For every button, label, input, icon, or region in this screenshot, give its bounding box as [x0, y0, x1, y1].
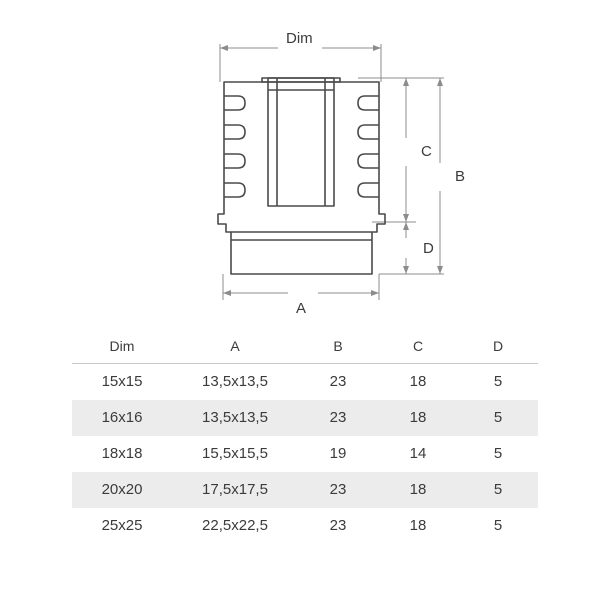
label-a-bottom: A	[296, 300, 307, 317]
column-header-dim: Dim	[72, 330, 172, 364]
cell-a: 17,5x17,5	[172, 472, 298, 508]
table-header-row	[72, 330, 538, 364]
table-row	[72, 508, 538, 544]
cell-b: 19	[329, 445, 347, 462]
cell-dim: 25x25	[101, 517, 143, 534]
cell-d: 5	[458, 472, 538, 508]
cell-b: 23	[329, 373, 347, 390]
table-body	[72, 364, 538, 545]
cell-a: 13,5x13,5	[202, 373, 268, 390]
cell-d: 5	[493, 517, 503, 534]
cell-dim: 20x20	[72, 472, 172, 508]
column-header-c: C	[378, 330, 458, 364]
column-header-d: D	[458, 330, 538, 364]
label-d: D	[423, 240, 434, 257]
cell-b: 23	[298, 472, 378, 508]
cell-c: 18	[409, 373, 427, 390]
cell-b: 23	[298, 400, 378, 436]
table-row	[72, 364, 538, 401]
cell-c: 18	[378, 400, 458, 436]
table-header	[72, 330, 538, 364]
table-row	[72, 472, 538, 508]
label-dim-top: Dim	[286, 30, 313, 47]
cell-b: 23	[329, 517, 347, 534]
label-c: C	[421, 143, 432, 160]
cell-a: 15,5x15,5	[202, 445, 268, 462]
part-outline	[218, 78, 385, 274]
cell-a: 22,5x22,5	[202, 517, 268, 534]
label-b: B	[455, 168, 466, 185]
cell-dim: 15x15	[101, 373, 143, 390]
column-header-b: B	[298, 330, 378, 364]
dimensions-table	[72, 330, 538, 544]
cell-d: 5	[493, 373, 503, 390]
cell-dim: 16x16	[72, 400, 172, 436]
cell-c: 18	[409, 517, 427, 534]
column-header-a: A	[172, 330, 298, 364]
cell-c: 14	[409, 445, 427, 462]
table-row	[72, 400, 538, 436]
cell-d: 5	[493, 445, 503, 462]
table-row	[72, 436, 538, 472]
cell-c: 18	[378, 472, 458, 508]
cell-a: 13,5x13,5	[172, 400, 298, 436]
cell-dim: 18x18	[101, 445, 143, 462]
cell-d: 5	[458, 400, 538, 436]
